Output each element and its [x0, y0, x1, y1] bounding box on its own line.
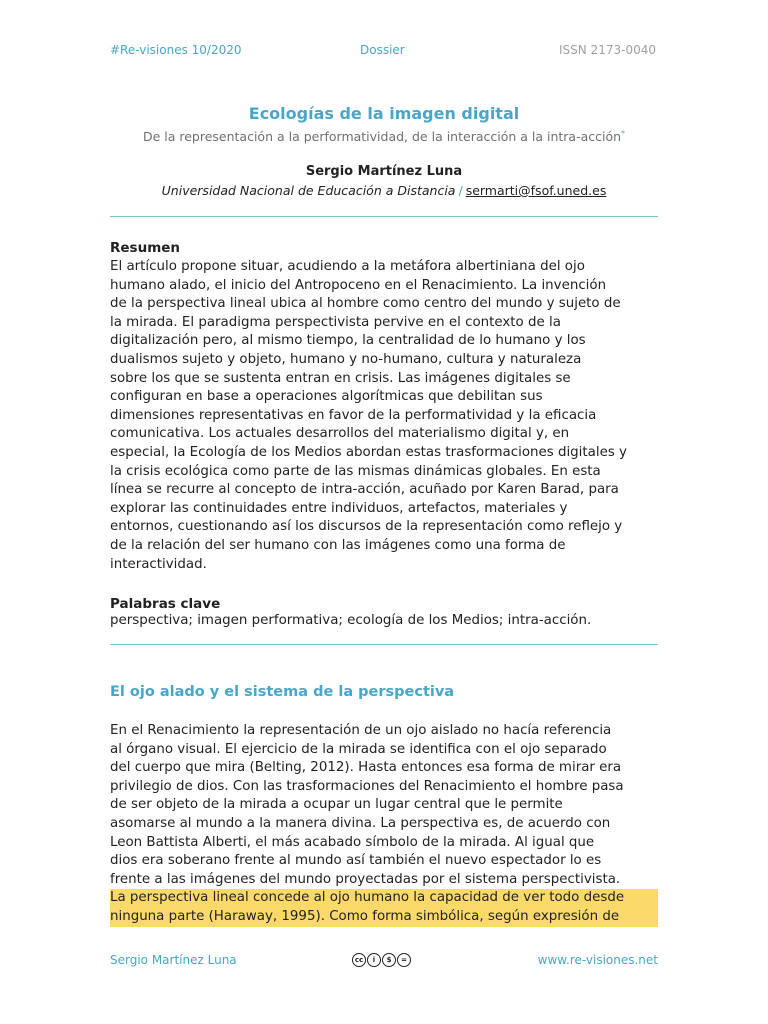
text-line: dimensiones representativas en favor de la performatividad y la eficacia [110, 407, 597, 423]
keywords-line: perspectiva; imagen performativa; ecología de los Medios; intra-acción. [110, 613, 592, 628]
text-line: comunicativa. Los actuales desarrollos del materialismo digital y, en [110, 426, 570, 442]
highlighted-line: La perspectiva lineal concede al ojo humano la capacidad de ver todo desde [110, 889, 658, 908]
abstract-text [110, 258, 658, 574]
section-text [110, 722, 658, 927]
text-line: la crisis ecológica como parte de las mismas dinámicas globales. En esta [110, 463, 601, 479]
divider-top [110, 216, 658, 217]
cc-license-badge[interactable] [352, 953, 411, 967]
footer-website-link[interactable]: www.re-visiones.net [537, 953, 658, 967]
text-line: En el Renacimiento la representación de un ojo aislado no hacía referencia [110, 723, 612, 738]
issn: ISSN 2173-0040 [559, 43, 656, 57]
text-line: explorar las continuidades entre individuos, artefactos, materiales y [110, 500, 568, 516]
divider-bottom [110, 644, 658, 645]
abstract-label: Resumen [110, 240, 181, 256]
text-line: la mirada. El paradigma perspectivista pervive en el contexto de la [110, 314, 561, 330]
text-line: privilegio de dios. Con las trasformaciones del Renacimiento el hombre pasa [110, 778, 624, 794]
text-line: frente a las imágenes del mundo proyectadas por el sistema perspectivista. [110, 871, 621, 887]
text-line: dios era soberano frente al mundo así también el nuevo espectador lo es [110, 853, 602, 869]
text-line: línea se recurre al concepto de intra-acción, acuñado por Karen Barad, para [110, 482, 619, 498]
text-line: asomarse al mundo a la manera divina. La perspectiva es, de acuerdo con [110, 815, 611, 831]
by-icon: i [367, 953, 381, 967]
article-subtitle [0, 129, 768, 144]
text-line: al órgano visual. El ejercicio de la mirada se identifica con el ojo separado [110, 741, 607, 757]
text-line: de la relación del ser humano con las imágenes como una forma de [110, 537, 566, 553]
highlighted-line: ninguna parte (Haraway, 1995). Como forma simbólica, según expresión de [110, 908, 658, 927]
email-link[interactable]: sermarti@fsof.uned.es [465, 183, 607, 198]
keywords-text [110, 612, 658, 631]
nc-icon: $ [382, 953, 396, 967]
text-line: del cuerpo que mira (Belting, 2012). Hasta entonces esa forma de mirar era [110, 760, 622, 776]
text-line: digitalización pero, al mismo tiempo, la centralidad de lo humano y los [110, 333, 586, 349]
text-line: de ser objeto de la mirada a ocupar un lugar central que le permite [110, 797, 563, 813]
text-line: dualismos sujeto y objeto, humano y no-humano, cultura y naturaleza [110, 351, 582, 367]
author-name: Sergio Martínez Luna [305, 164, 463, 179]
journal-issue: #Re-visiones 10/2020 [110, 43, 242, 57]
text-line: Leon Battista Alberti, el más acabado símbolo de la mirada. Al igual que [110, 834, 595, 850]
text-line: de la perspectiva lineal ubica al hombre como centro del mundo y sujeto de [110, 296, 621, 312]
text-line: especial, la Ecología de los Medios abordan estas trasformaciones digitales y [110, 444, 627, 460]
text-line: entornos, cuestionando así los discursos de la representación como reflejo y [110, 519, 623, 535]
text-line: configuran en base a operaciones algorítmicas que debilitan sus [110, 389, 543, 405]
institution: Universidad Nacional de Educación a Distancia [161, 183, 456, 198]
article-title: Ecologías de la imagen digital [248, 104, 520, 123]
text-line: humano alado, el inicio del Antropoceno en el Renacimiento. La invención [110, 277, 607, 293]
footnote-mark[interactable]: * [621, 129, 626, 138]
subtitle-text: De la representación a la performatividad, de la interacción a la intra-acción [142, 129, 622, 145]
text-line: interactividad. [110, 556, 207, 572]
text-line: sobre los que se sustenta entran en crisis. Las imágenes digitales se [110, 370, 571, 386]
section-heading: El ojo alado y el sistema de la perspectiva [110, 684, 455, 700]
footer-author: Sergio Martínez Luna [110, 953, 237, 967]
keywords-label: Palabras clave [110, 596, 221, 612]
text-line: El artículo propone situar, acudiendo a la metáfora albertiniana del ojo [110, 259, 585, 274]
nd-icon: = [397, 953, 411, 967]
affiliation-line [0, 183, 768, 198]
separator: / [458, 183, 463, 198]
section-name: Dossier [360, 43, 405, 57]
cc-icon: cc [352, 953, 366, 967]
